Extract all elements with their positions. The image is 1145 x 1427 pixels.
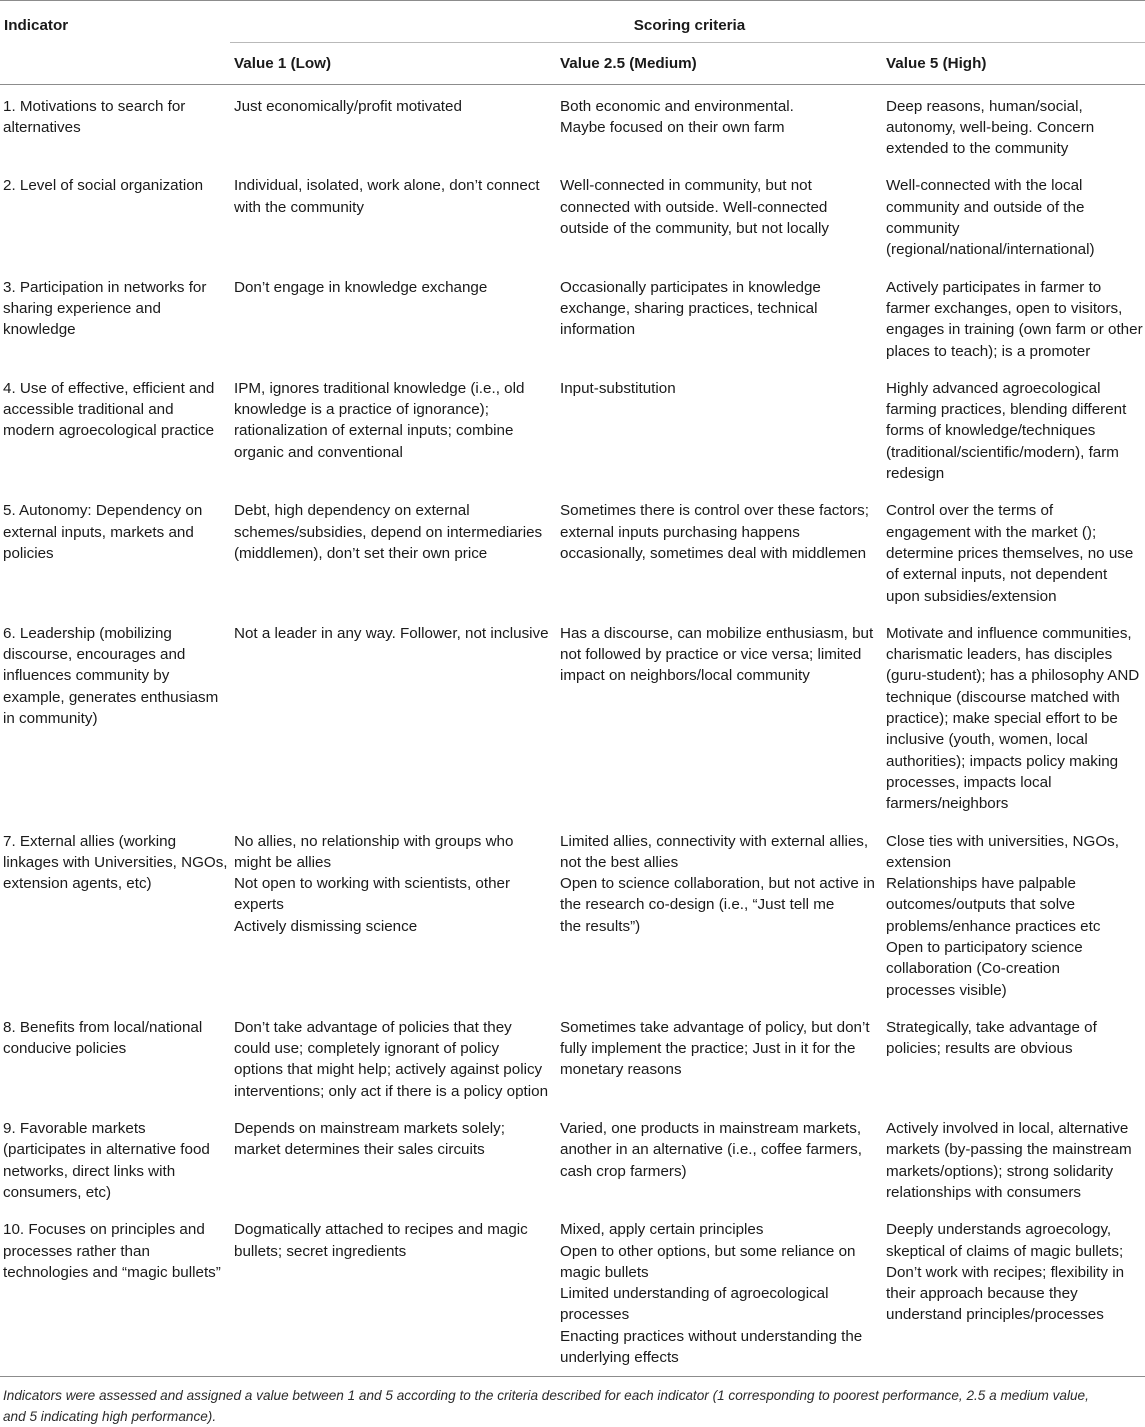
value-low-cell — [230, 613, 556, 821]
cell-text-line: processes rather than — [3, 1242, 150, 1260]
cell-text-line: external inputs, markets and — [3, 523, 194, 541]
cell-text-line: their approach because they — [886, 1285, 1078, 1303]
cell-text-line: No allies, no relationship with groups who — [234, 832, 514, 850]
cell-text-line: Well-connected with the local — [886, 177, 1083, 195]
value-high-header: Value 5 (High) — [886, 55, 987, 73]
cell-text-line: processes visible) — [886, 981, 1007, 999]
value-high-cell — [882, 1007, 1145, 1108]
value-medium-cell — [556, 490, 882, 612]
value-medium-cell — [556, 1007, 882, 1108]
table-row — [0, 490, 1145, 612]
cell-text-line: Don’t engage in knowledge exchange — [234, 278, 488, 296]
cell-text-line: knowledge — [3, 321, 76, 339]
cell-text-line: might be allies — [234, 853, 332, 871]
empty-header-cell — [0, 43, 230, 84]
cell-text-line: understand principles/processes — [886, 1306, 1104, 1324]
cell-text-line: in community) — [3, 710, 98, 728]
footnote-line: and 5 indicating high performance). — [3, 1408, 217, 1424]
cell-text-line: (middlemen), don’t set their own price — [234, 544, 488, 562]
cell-text-line: Deep reasons, human/social, — [886, 97, 1083, 115]
cell-text-line: linkages with Universities, NGOs, — [3, 853, 228, 871]
cell-text-line: (traditional/scientific/modern), farm — [886, 443, 1119, 461]
cell-text-line: community — [886, 220, 960, 238]
table-row — [0, 613, 1145, 821]
cell-text-line: places to teach); is a promoter — [886, 342, 1091, 360]
cell-text-line: Both economic and environmental. — [560, 97, 794, 115]
header-row-1 — [0, 1, 1145, 43]
cell-text-line: accessible traditional and — [3, 401, 174, 419]
cell-text-line: 4. Use of effective, efficient and — [3, 379, 215, 397]
cell-text-line: 5. Autonomy: Dependency on — [3, 502, 203, 520]
cell-text-line: markets/options); strong solidarity — [886, 1162, 1114, 1180]
cell-text-line: monetary reasons — [560, 1061, 682, 1079]
value-medium-cell — [556, 267, 882, 368]
cell-text-line: outside of the community, but not locally — [560, 220, 830, 238]
indicator-cell — [0, 613, 230, 821]
value-low-cell — [230, 267, 556, 368]
cell-text-line: Occasionally participates in knowledge — [560, 278, 821, 296]
indicator-cell — [0, 368, 230, 490]
value-medium-cell — [556, 165, 882, 266]
cell-text-line: not the best allies — [560, 853, 679, 871]
value-medium-cell — [556, 1209, 882, 1377]
cell-text-line: Not open to working with scientists, other — [234, 875, 511, 893]
cell-text-line: relationships with consumers — [886, 1183, 1081, 1201]
cell-text-line: Input-substitution — [560, 379, 676, 397]
value-low-cell — [230, 84, 556, 165]
cell-text-line: Has a discourse, can mobilize enthusiasm, but — [560, 624, 874, 642]
value-high-cell — [882, 368, 1145, 490]
cell-text-line: upon subsidies/extension — [886, 587, 1057, 605]
cell-text-line: Just economically/profit motivated — [234, 97, 462, 115]
cell-text-line: fully implement the practice; Just in it for the — [560, 1040, 856, 1058]
cell-text-line: Mixed, apply certain principles — [560, 1221, 764, 1239]
cell-text-line: Don’t take advantage of policies that they — [234, 1018, 512, 1036]
cell-text-line: Motivate and influence communities, — [886, 624, 1132, 642]
cell-text-line: (guru-student); has a philosophy AND — [886, 667, 1140, 685]
cell-text-line: 7. External allies (working — [3, 832, 177, 850]
cell-text-line: discourse, encourages and — [3, 646, 186, 664]
value-high-cell — [882, 1108, 1145, 1209]
cell-text-line: engagement with the market (); — [886, 523, 1097, 541]
cell-text-line: Not a leader in any way. Follower, not inclusive — [234, 624, 549, 642]
cell-text-line: Highly advanced agroecological — [886, 379, 1101, 397]
value-medium-cell — [556, 821, 882, 1007]
cell-text-line: impact on neighbors/local community — [560, 667, 810, 685]
cell-text-line: of external inputs, not dependent — [886, 566, 1108, 584]
cell-text-line: another in an alternative (i.e., coffee farmers, — [560, 1141, 862, 1159]
cell-text-line: community and outside of the — [886, 198, 1085, 216]
cell-text-line: Well-connected in community, but not — [560, 177, 812, 195]
cell-text-line: policies; results are obvious — [886, 1040, 1073, 1058]
cell-text-line: farming practices, blending different — [886, 401, 1127, 419]
value-medium-cell — [556, 1108, 882, 1209]
cell-text-line: redesign — [886, 465, 945, 483]
cell-text-line: example, generates enthusiasm — [3, 688, 219, 706]
cell-text-line: autonomy, well-being. Concern — [886, 118, 1095, 136]
cell-text-line: IPM, ignores traditional knowledge (i.e., old — [234, 379, 525, 397]
table-body — [0, 84, 1145, 1377]
cell-text-line: farmers/neighbors — [886, 795, 1009, 813]
table-row — [0, 165, 1145, 266]
cell-text-line: underlying effects — [560, 1349, 679, 1367]
cell-text-line: 6. Leadership (mobilizing — [3, 624, 172, 642]
cell-text-line: 3. Participation in networks for — [3, 278, 207, 296]
cell-text-line: influences community by — [3, 667, 170, 685]
cell-text-line: Depends on mainstream markets solely; — [234, 1120, 505, 1138]
table-row — [0, 821, 1145, 1007]
value-medium-header: Value 2.5 (Medium) — [560, 55, 697, 73]
cell-text-line: Enacting practices without understanding the — [560, 1327, 863, 1345]
cell-text-line: technique (discourse matched with — [886, 688, 1120, 706]
cell-text-line: extended to the community — [886, 140, 1069, 158]
header-row-2 — [0, 43, 1145, 84]
table-row — [0, 1209, 1145, 1377]
cell-text-line: 1. Motivations to search for — [3, 97, 186, 115]
cell-text-line: Relationships have palpable — [886, 875, 1076, 893]
cell-text-line: Actively participates in farmer to — [886, 278, 1102, 296]
cell-text-line: engages in training (own farm or other — [886, 321, 1143, 339]
cell-text-line: with the community — [234, 198, 364, 216]
cell-text-line: conducive policies — [3, 1040, 127, 1058]
cell-text-line: networks, direct links with — [3, 1162, 176, 1180]
cell-text-line: 10. Focuses on principles and — [3, 1221, 205, 1239]
indicator-header: Indicator — [0, 1, 230, 43]
indicator-cell — [0, 821, 230, 1007]
value-high-cell — [882, 165, 1145, 266]
cell-text-line: the results”) — [560, 917, 641, 935]
value-low-cell — [230, 1209, 556, 1377]
cell-text-line: connected with outside. Well-connected — [560, 198, 828, 216]
indicator-cell — [0, 490, 230, 612]
cell-text-line: modern agroecological practice — [3, 422, 215, 440]
cell-text-line: Close ties with universities, NGOs, — [886, 832, 1119, 850]
cell-text-line: external inputs purchasing happens — [560, 523, 800, 541]
indicator-cell — [0, 267, 230, 368]
cell-text-line: alternatives — [3, 118, 81, 136]
cell-text-line: (regional/national/international) — [886, 241, 1095, 259]
indicator-cell — [0, 165, 230, 266]
value-low-cell — [230, 821, 556, 1007]
cell-text-line: Open to science collaboration, but not active in — [560, 875, 875, 893]
value-high-cell — [882, 613, 1145, 821]
cell-text-line: Dogmatically attached to recipes and magic — [234, 1221, 528, 1239]
table-row — [0, 267, 1145, 368]
cell-text-line: Varied, one products in mainstream markets, — [560, 1120, 862, 1138]
cell-text-line: not followed by practice or vice versa; limited — [560, 646, 862, 664]
cell-text-line: knowledge is a practice of ignorance); — [234, 401, 489, 419]
cell-text-line: technologies and “magic bullets” — [3, 1263, 221, 1281]
cell-text-line: could use; completely ignorant of policy — [234, 1040, 500, 1058]
cell-text-line: market determines their sales circuits — [234, 1141, 485, 1159]
cell-text-line: 9. Favorable markets — [3, 1120, 146, 1138]
table-header — [0, 1, 1145, 85]
indicator-cell — [0, 1007, 230, 1108]
cell-text-line: collaboration (Co-creation — [886, 960, 1060, 978]
cell-text-line: processes — [560, 1306, 630, 1324]
cell-text-line: policies — [3, 544, 54, 562]
cell-text-line: Sometimes there is control over these factors; — [560, 502, 869, 520]
value-high-cell — [882, 490, 1145, 612]
cell-text-line: Limited understanding of agroecological — [560, 1285, 829, 1303]
cell-text-line: authorities); impacts policy making — [886, 752, 1119, 770]
cell-text-line: forms of knowledge/techniques — [886, 422, 1096, 440]
cell-text-line: inclusive (youth, women, local — [886, 731, 1088, 749]
cell-text-line: skeptical of claims of magic bullets; — [886, 1242, 1124, 1260]
cell-text-line: experts — [234, 896, 284, 914]
cell-text-line: Deeply understands agroecology, — [886, 1221, 1112, 1239]
cell-text-line: determine prices themselves, no use — [886, 544, 1134, 562]
table-row — [0, 368, 1145, 490]
cell-text-line: rationalization of external inputs; combine — [234, 422, 514, 440]
value-high-cell — [882, 1209, 1145, 1377]
value-medium-cell — [556, 613, 882, 821]
cell-text-line: Debt, high dependency on external — [234, 502, 470, 520]
table-row — [0, 1007, 1145, 1108]
cell-text-line: (participates in alternative food — [3, 1141, 210, 1159]
cell-text-line: Individual, isolated, work alone, don’t connect — [234, 177, 540, 195]
value-low-cell — [230, 490, 556, 612]
value-low-header: Value 1 (Low) — [234, 55, 332, 73]
value-high-cell — [882, 84, 1145, 165]
cell-text-line: 2. Level of social organization — [3, 177, 204, 195]
cell-text-line: interventions; only act if there is a policy option — [234, 1082, 549, 1100]
cell-text-line: schemes/subsidies, depend on intermediaries — [234, 523, 543, 541]
table-row — [0, 84, 1145, 165]
cell-text-line: Open to participatory science — [886, 938, 1083, 956]
cell-text-line: Don’t work with recipes; flexibility in — [886, 1263, 1125, 1281]
footnote-line: Indicators were assessed and assigned a value between 1 and 5 according to the criteria described for each indicator (1 corresponding to poorest performance, 2.5 a medium value, — [3, 1388, 1089, 1404]
cell-text-line: problems/enhance practices etc — [886, 917, 1101, 935]
value-low-cell — [230, 165, 556, 266]
value-high-cell — [882, 267, 1145, 368]
cell-text-line: practice); make special effort to be — [886, 710, 1118, 728]
value-low-cell — [230, 368, 556, 490]
cell-text-line: Actively dismissing science — [234, 917, 418, 935]
value-high-cell — [882, 821, 1145, 1007]
indicator-cell — [0, 1108, 230, 1209]
cell-text-line: the research co-design (i.e., “Just tell me — [560, 896, 835, 914]
cell-text-line: Control over the terms of — [886, 502, 1054, 520]
value-low-cell — [230, 1108, 556, 1209]
table-footnote — [0, 1377, 1145, 1427]
cell-text-line: exchange, sharing practices, technical — [560, 299, 818, 317]
cell-text-line: Open to other options, but some reliance on — [560, 1242, 856, 1260]
cell-text-line: magic bullets — [560, 1263, 649, 1281]
cell-text-line: extension — [886, 853, 952, 871]
cell-text-line: Sometimes take advantage of policy, but don’t — [560, 1018, 870, 1036]
cell-text-line: extension agents, etc) — [3, 875, 152, 893]
cell-text-line: 8. Benefits from local/national — [3, 1018, 203, 1036]
cell-text-line: processes, impacts local — [886, 773, 1052, 791]
cell-text-line: charismatic leaders, has disciples — [886, 646, 1113, 664]
value-medium-cell — [556, 368, 882, 490]
cell-text-line: sharing experience and — [3, 299, 161, 317]
cell-text-line: cash crop farmers) — [560, 1162, 687, 1180]
value-low-cell — [230, 1007, 556, 1108]
cell-text-line: markets (by-passing the mainstream — [886, 1141, 1132, 1159]
cell-text-line: farmer exchanges, open to visitors, — [886, 299, 1123, 317]
cell-text-line: Maybe focused on their own farm — [560, 118, 785, 136]
table-row — [0, 1108, 1145, 1209]
cell-text-line: occasionally, sometimes deal with middlemen — [560, 544, 867, 562]
indicator-cell — [0, 1209, 230, 1377]
cell-text-line: information — [560, 321, 636, 339]
cell-text-line: bullets; secret ingredients — [234, 1242, 407, 1260]
cell-text-line: Actively involved in local, alternative — [886, 1120, 1129, 1138]
cell-text-line: outcomes/outputs that solve — [886, 896, 1076, 914]
value-medium-cell — [556, 84, 882, 165]
cell-text-line: Strategically, take advantage of — [886, 1018, 1097, 1036]
cell-text-line: organic and conventional — [234, 443, 403, 461]
cell-text-line: Limited allies, connectivity with external allies, — [560, 832, 869, 850]
cell-text-line: consumers, etc) — [3, 1183, 112, 1201]
indicator-cell — [0, 84, 230, 165]
scoring-criteria-header: Scoring criteria — [230, 1, 1145, 43]
cell-text-line: options that might help; actively against policy — [234, 1061, 543, 1079]
